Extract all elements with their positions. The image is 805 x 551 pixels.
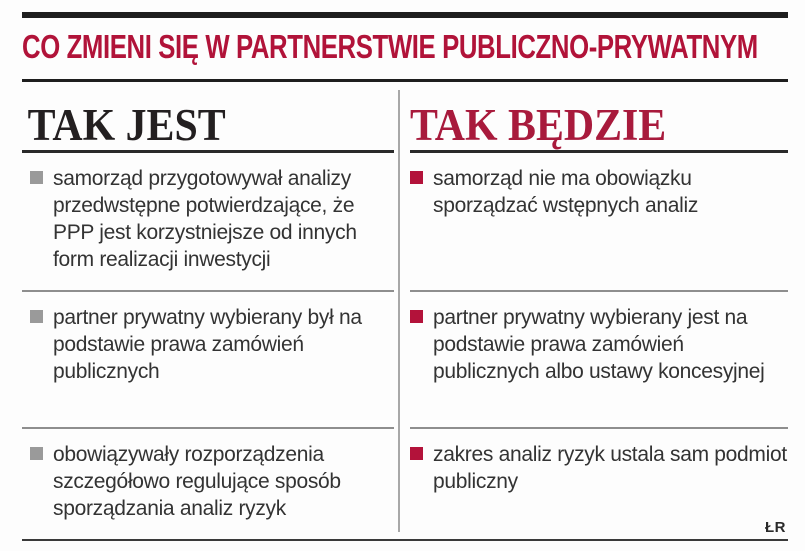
square-bullet-icon bbox=[410, 171, 423, 184]
column-header-label: TAK BĘDZIE bbox=[410, 99, 667, 150]
list-item-text: samorząd przygotowywał analizy przedwstępne potwierdzające, że PPP jest korzystniejsze od innych form realizacji inwestycji bbox=[53, 167, 357, 271]
table-row bbox=[22, 153, 394, 292]
author-initials: ŁR bbox=[765, 519, 786, 536]
square-bullet-icon bbox=[410, 310, 423, 323]
column-header-label: TAK JEST bbox=[27, 99, 226, 150]
column-header-tak-jest bbox=[22, 82, 394, 153]
square-bullet-icon bbox=[30, 171, 43, 184]
list-item bbox=[410, 304, 788, 385]
list-item bbox=[30, 304, 382, 385]
table-row bbox=[410, 292, 788, 429]
bottom-rule bbox=[22, 539, 788, 541]
infographic-board bbox=[22, 0, 788, 551]
square-bullet-icon bbox=[30, 447, 43, 460]
comparison-table bbox=[22, 82, 788, 539]
list-item-text: partner prywatny wybierany jest na podstawie prawa zamówień publicznych albo ustawy koncesyjnej bbox=[433, 306, 765, 383]
top-rule bbox=[22, 12, 788, 18]
square-bullet-icon bbox=[410, 447, 423, 460]
table-row bbox=[22, 429, 394, 539]
list-item bbox=[30, 441, 382, 522]
list-item bbox=[30, 165, 382, 273]
table-row bbox=[410, 429, 788, 539]
list-item-text: zakres analiz ryzyk ustala sam podmiot publiczny bbox=[433, 443, 787, 493]
list-item bbox=[410, 441, 788, 495]
infographic-title: CO ZMIENI SIĘ W PARTNERSTWIE PUBLICZNO-PRYWATNYM bbox=[22, 28, 758, 65]
list-item bbox=[410, 165, 788, 219]
list-item-text: partner prywatny wybierany był na podstawie prawa zamówień publicznych bbox=[53, 306, 362, 383]
column-divider-line bbox=[398, 90, 400, 532]
list-item-text: samorząd nie ma obowiązku sporządzać wstępnych analiz bbox=[433, 167, 699, 217]
table-row bbox=[410, 153, 788, 292]
table-row bbox=[22, 292, 394, 429]
square-bullet-icon bbox=[30, 310, 43, 323]
column-header-tak-bedzie bbox=[410, 82, 788, 153]
list-item-text: obowiązywały rozporządzenia szczegółowo regulujące sposób sporządzania analiz ryzyk bbox=[53, 443, 341, 520]
comparison-grid bbox=[22, 82, 788, 539]
